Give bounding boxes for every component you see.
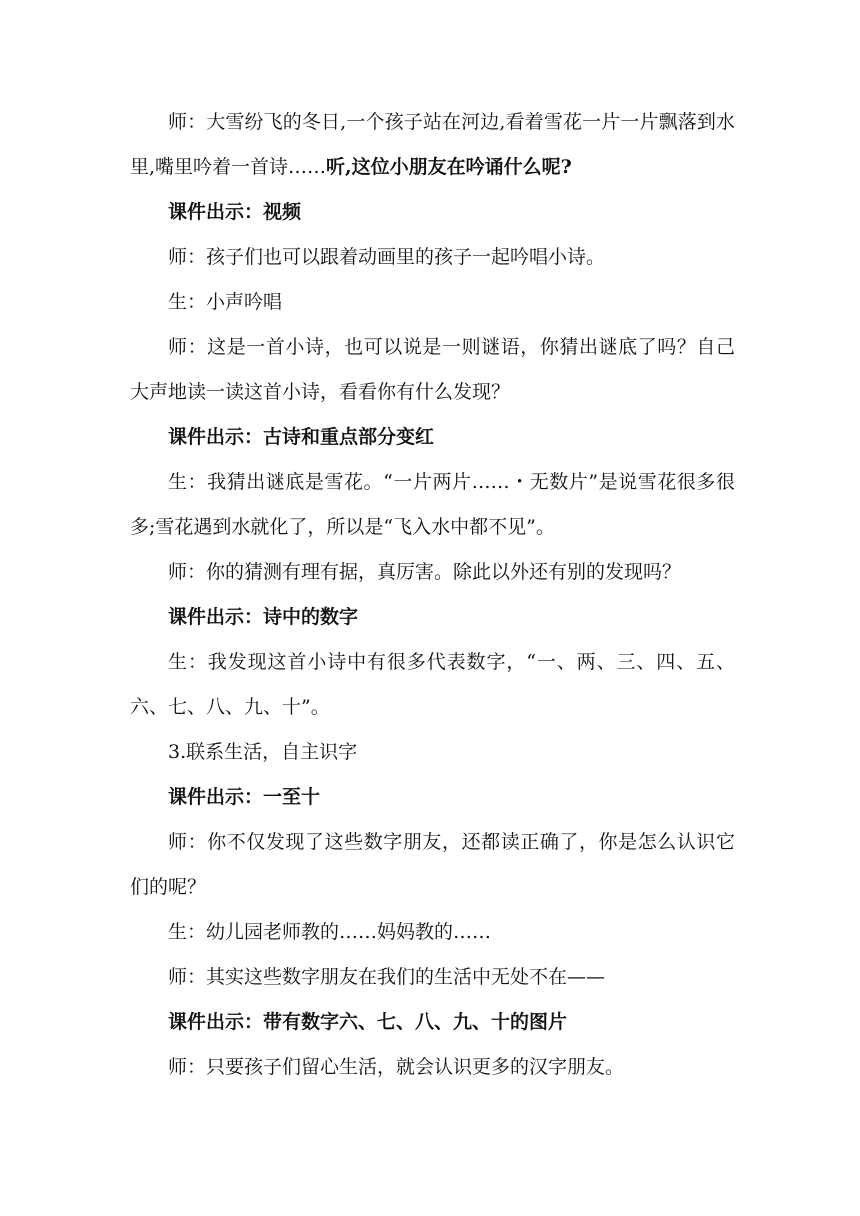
courseware-poem bbox=[130, 415, 735, 460]
courseware-pictures bbox=[130, 1000, 735, 1045]
courseware-label: 课件出示：诗中的数字 bbox=[168, 606, 359, 628]
student-line: 生：我猜出谜底是雪花。“一片两片……・无数片”是说雪花很多很多;雪花遇到水就化了，所以是“飞入水中都不见”。 bbox=[130, 471, 735, 538]
student-line: 生：小声吟唱 bbox=[168, 291, 283, 313]
teacher-question: 听,这位小朋友在吟诵什么呢? bbox=[326, 156, 572, 178]
courseware-numbers bbox=[130, 595, 735, 640]
teacher-line: 师：只要孩子们留心生活，就会认识更多的汉字朋友。 bbox=[168, 1056, 625, 1078]
student-line: 生：幼儿园老师教的……妈妈教的…… bbox=[168, 921, 492, 943]
courseware-label: 课件出示：古诗和重点部分变红 bbox=[168, 426, 435, 448]
paragraph-13 bbox=[130, 820, 735, 910]
document-page bbox=[130, 100, 735, 1090]
courseware-label: 课件出示：一至十 bbox=[168, 786, 321, 808]
student-line: 生：我发现这首小诗中有很多代表数字，“一、两、三、四、五、六、七、八、九、十”。 bbox=[130, 651, 735, 718]
paragraph-4 bbox=[130, 280, 735, 325]
teacher-line: 师：这是一首小诗，也可以说是一则谜语，你猜出谜底了吗？自己大声地读一读这首小诗，看看你有什么发现？ bbox=[130, 336, 735, 403]
courseware-label: 课件出示：带有数字六、七、八、九、十的图片 bbox=[168, 1011, 568, 1033]
paragraph-7 bbox=[130, 460, 735, 550]
teacher-line: 师：你不仅发现了这些数字朋友，还都读正确了，你是怎么认识它们的呢？ bbox=[130, 831, 735, 898]
courseware-one-to-ten bbox=[130, 775, 735, 820]
section-heading bbox=[130, 730, 735, 775]
paragraph-15 bbox=[130, 955, 735, 1000]
teacher-line: 师：你的猜测有理有据，真厉害。除此以外还有别的发现吗？ bbox=[168, 561, 682, 583]
teacher-line: 师：其实这些数字朋友在我们的生活中无处不在—— bbox=[168, 966, 606, 988]
paragraph-10 bbox=[130, 640, 735, 730]
teacher-line: 师：孩子们也可以跟着动画里的孩子一起吟唱小诗。 bbox=[168, 246, 606, 268]
paragraph-5 bbox=[130, 325, 735, 415]
paragraph-14 bbox=[130, 910, 735, 955]
paragraph-1 bbox=[130, 100, 735, 190]
paragraph-8 bbox=[130, 550, 735, 595]
paragraph-17 bbox=[130, 1045, 735, 1090]
paragraph-3 bbox=[130, 235, 735, 280]
courseware-label: 课件出示：视频 bbox=[168, 201, 302, 223]
teacher-line: 师：大雪纷飞的冬日,一个孩子站在河边,看着雪花一片一片飘落到水里,嘴里吟着一首诗…… bbox=[130, 111, 735, 178]
section-heading-text: 3.联系生活，自主识字 bbox=[168, 741, 358, 763]
courseware-video bbox=[130, 190, 735, 235]
